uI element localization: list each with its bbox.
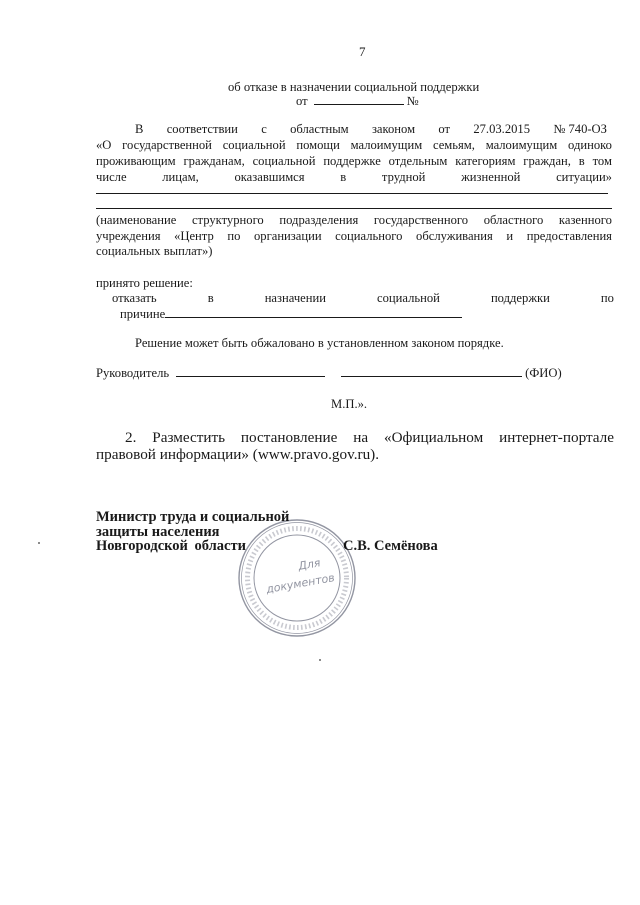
item-2-line: [125, 429, 614, 447]
basis-line: [96, 169, 612, 185]
word: числе: [96, 170, 127, 184]
fio-label: (ФИО): [525, 366, 562, 380]
word: одиноко: [568, 138, 612, 152]
head-signature-line: [96, 365, 562, 381]
unit-caption-line: [96, 212, 612, 228]
word: граждан,: [523, 154, 571, 168]
signatory-position-line: Новгородской области: [96, 538, 246, 554]
word: организации: [253, 229, 322, 243]
word: лицам,: [162, 170, 199, 184]
word: областным: [290, 122, 349, 136]
basis-line: [135, 121, 607, 137]
form-date-number-line: [296, 93, 419, 109]
word: интернет-портале: [499, 429, 614, 446]
word: жизненной: [461, 170, 521, 184]
word: по: [227, 229, 241, 243]
word: Разместить: [152, 429, 226, 446]
word: 27.03.2015: [473, 122, 530, 136]
word: социального: [335, 229, 403, 243]
word: от: [438, 122, 451, 136]
word: законом: [371, 122, 416, 136]
word: в: [340, 170, 347, 184]
word: государственного: [373, 213, 469, 227]
word: «Официальном: [383, 429, 484, 446]
word: В: [135, 122, 144, 136]
word: категориям: [455, 154, 516, 168]
date-blank: [314, 94, 404, 105]
number-sign: №: [406, 94, 419, 108]
word: помощи: [296, 138, 340, 152]
word: и: [506, 229, 514, 243]
date-prefix: от: [296, 94, 308, 108]
word: структурного: [191, 213, 264, 227]
word: с: [261, 122, 267, 136]
word: предоставления: [526, 229, 612, 243]
word: том: [592, 154, 612, 168]
word: отдельным: [388, 154, 448, 168]
word: отказать: [112, 291, 157, 305]
official-stamp: [237, 518, 357, 638]
scan-speck: [319, 659, 321, 661]
word: малоимущим: [485, 138, 558, 152]
word: казенного: [558, 213, 612, 227]
decision-reason-line: [120, 306, 462, 322]
fio-blank: [341, 366, 522, 377]
basis-line: [96, 137, 612, 153]
fill-in-line: [96, 193, 608, 194]
word: на: [353, 429, 369, 446]
signature-blank: [176, 366, 325, 377]
word: проживающим: [96, 154, 176, 168]
reason-blank: [165, 307, 462, 318]
word: в: [578, 154, 585, 168]
page-number: 7: [359, 44, 366, 59]
stamp-text-line-2: документов: [265, 571, 336, 596]
item-2-line: правовой информации» (www.pravo.gov.ru).: [96, 446, 380, 463]
word: малоимущим: [350, 138, 423, 152]
decision-label: принято решение:: [96, 276, 193, 290]
appeal-note: Решение может быть обжаловано в установленном законом порядке.: [135, 336, 504, 350]
word: трудной: [381, 170, 426, 184]
reason-label: причине: [120, 307, 166, 321]
word: ситуации»: [556, 170, 612, 184]
signatory-position-line: Министр труда и социальной: [96, 509, 290, 525]
seal-place: М.П.».: [331, 397, 368, 411]
word: семьям,: [432, 138, 475, 152]
fill-in-line: [96, 208, 612, 209]
word: «Центр: [174, 229, 214, 243]
word: подразделения: [279, 213, 359, 227]
word: № 740-ОЗ: [553, 122, 607, 136]
word: соответствии: [166, 122, 238, 136]
scan-speck: [38, 542, 40, 544]
word: 2.: [125, 429, 137, 446]
word: учреждения: [96, 229, 161, 243]
word: постановление: [240, 429, 338, 446]
word: оказавшимся: [234, 170, 305, 184]
stamp-text-line-1: Для: [297, 556, 322, 573]
word: поддержке: [323, 154, 381, 168]
word: обслуживания: [416, 229, 493, 243]
word: по: [600, 291, 614, 305]
head-label: Руководитель: [96, 366, 170, 380]
word: областного: [483, 213, 544, 227]
word: социальной: [252, 154, 316, 168]
word: (наименование: [96, 213, 177, 227]
word: назначении: [264, 291, 326, 305]
signatory-position-line: защиты населения: [96, 523, 220, 540]
word: поддержки: [490, 291, 550, 305]
word: государственной: [122, 138, 212, 152]
basis-line: [96, 153, 612, 169]
word: «О: [96, 138, 112, 152]
decision-text: [112, 290, 614, 306]
signatory-name: С.В. Семёнова: [343, 538, 438, 554]
unit-caption-line: социальных выплат»): [96, 244, 213, 258]
word: социальной: [377, 291, 440, 305]
word: социальной: [222, 138, 286, 152]
form-title: об отказе в назначении социальной поддержки: [228, 80, 480, 94]
word: в: [207, 291, 214, 305]
word: гражданам,: [183, 154, 245, 168]
unit-caption-line: [96, 228, 612, 244]
